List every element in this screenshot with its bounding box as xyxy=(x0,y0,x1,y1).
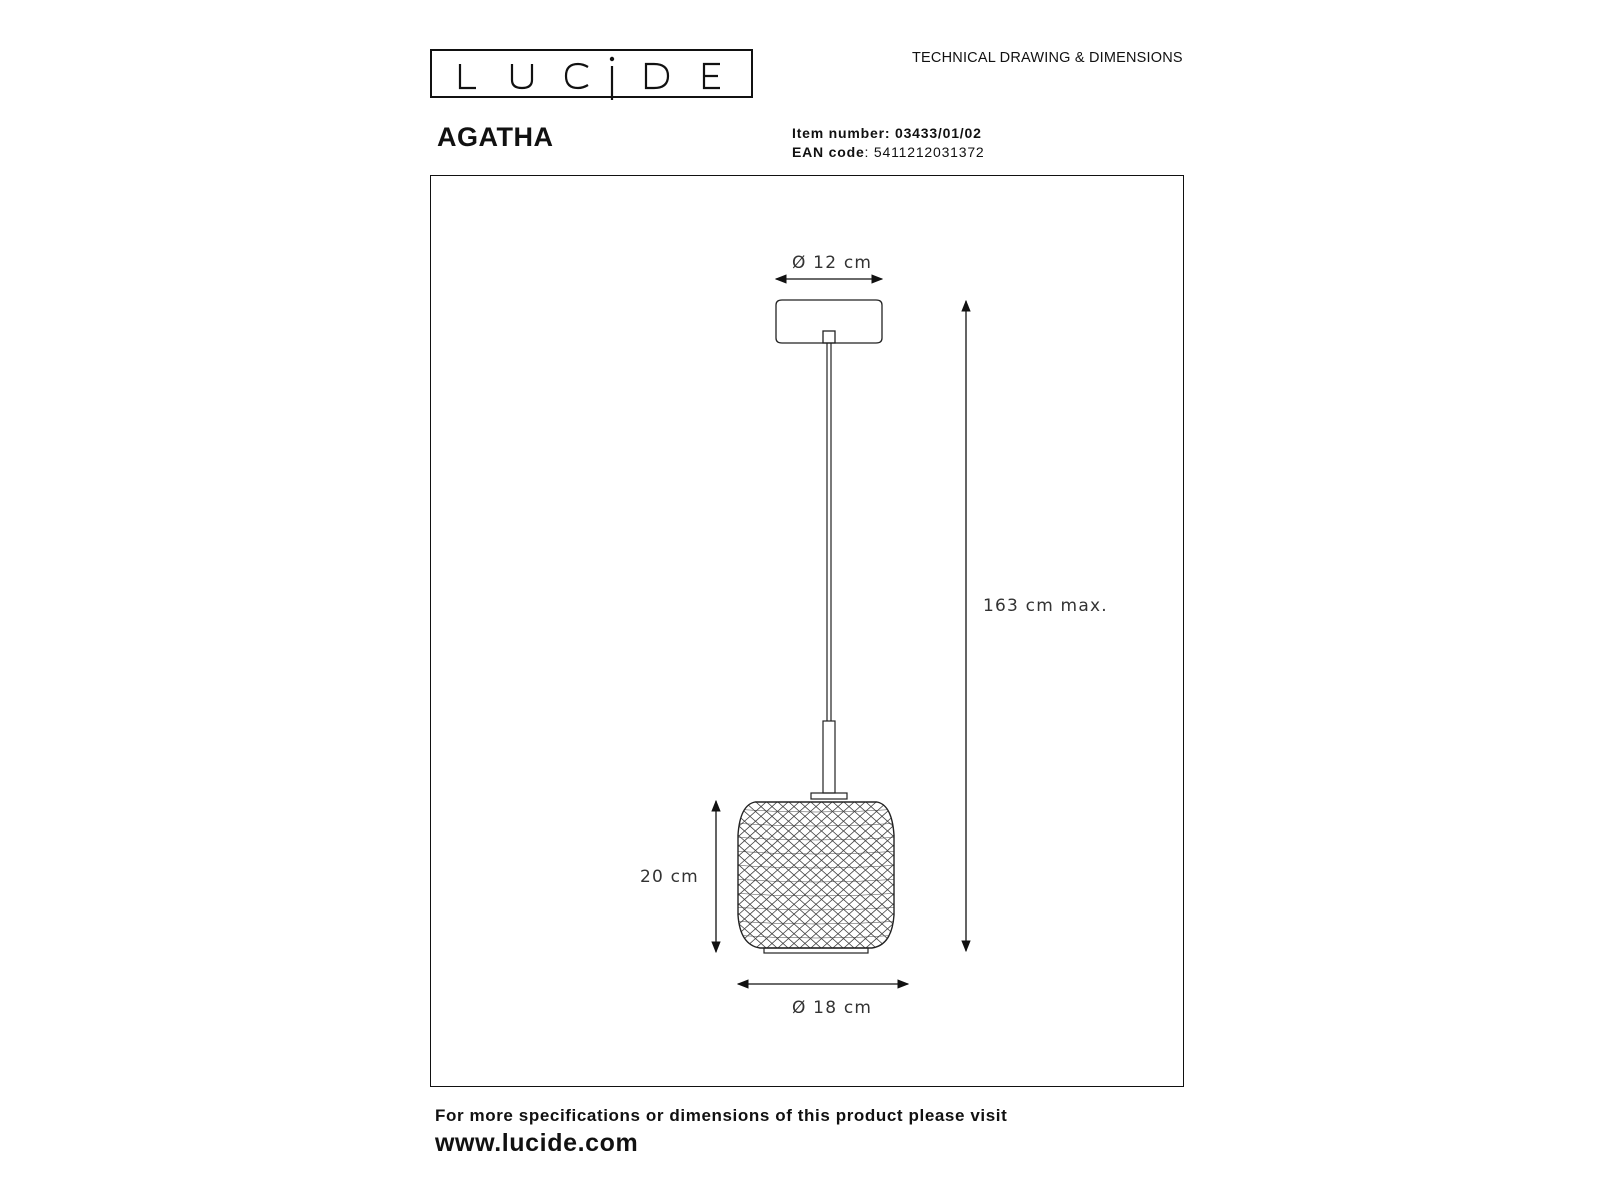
document-type: TECHNICAL DRAWING & DIMENSIONS xyxy=(912,50,1183,66)
total-height-dimension xyxy=(966,301,1108,951)
brand-logo xyxy=(430,49,753,98)
product-name: AGATHA xyxy=(437,122,554,152)
shade-diameter-label: Ø 18 cm xyxy=(791,997,872,1018)
shade-diameter-dimension xyxy=(738,984,908,1018)
item-number-row: Item number: 03433/01/02 xyxy=(792,125,982,141)
ean-label: EAN code xyxy=(792,144,865,160)
footer-url[interactable]: www.lucide.com xyxy=(435,1129,639,1157)
canopy-diameter-dimension xyxy=(776,253,882,279)
pendant-lamp-drawing-icon xyxy=(430,175,1184,1087)
product-meta xyxy=(792,124,985,162)
item-number-label: Item number xyxy=(792,125,885,141)
canopy xyxy=(776,300,882,343)
technical-drawing xyxy=(430,175,1184,1087)
total-height-label: 163 cm max. xyxy=(982,595,1108,616)
item-number-value: 03433/01/02 xyxy=(895,125,982,141)
shade-height-label: 20 cm xyxy=(639,866,699,887)
cord xyxy=(811,343,847,799)
ean-row: EAN code: 5411212031372 xyxy=(792,144,985,160)
ean-value: 5411212031372 xyxy=(873,144,985,160)
shade-height-dimension xyxy=(640,801,716,952)
lucide-logo-icon xyxy=(432,51,755,100)
canopy-diameter-label: Ø 12 cm xyxy=(791,252,872,273)
footer-note: For more specifications or dimensions of this product please visit xyxy=(435,1106,1008,1125)
